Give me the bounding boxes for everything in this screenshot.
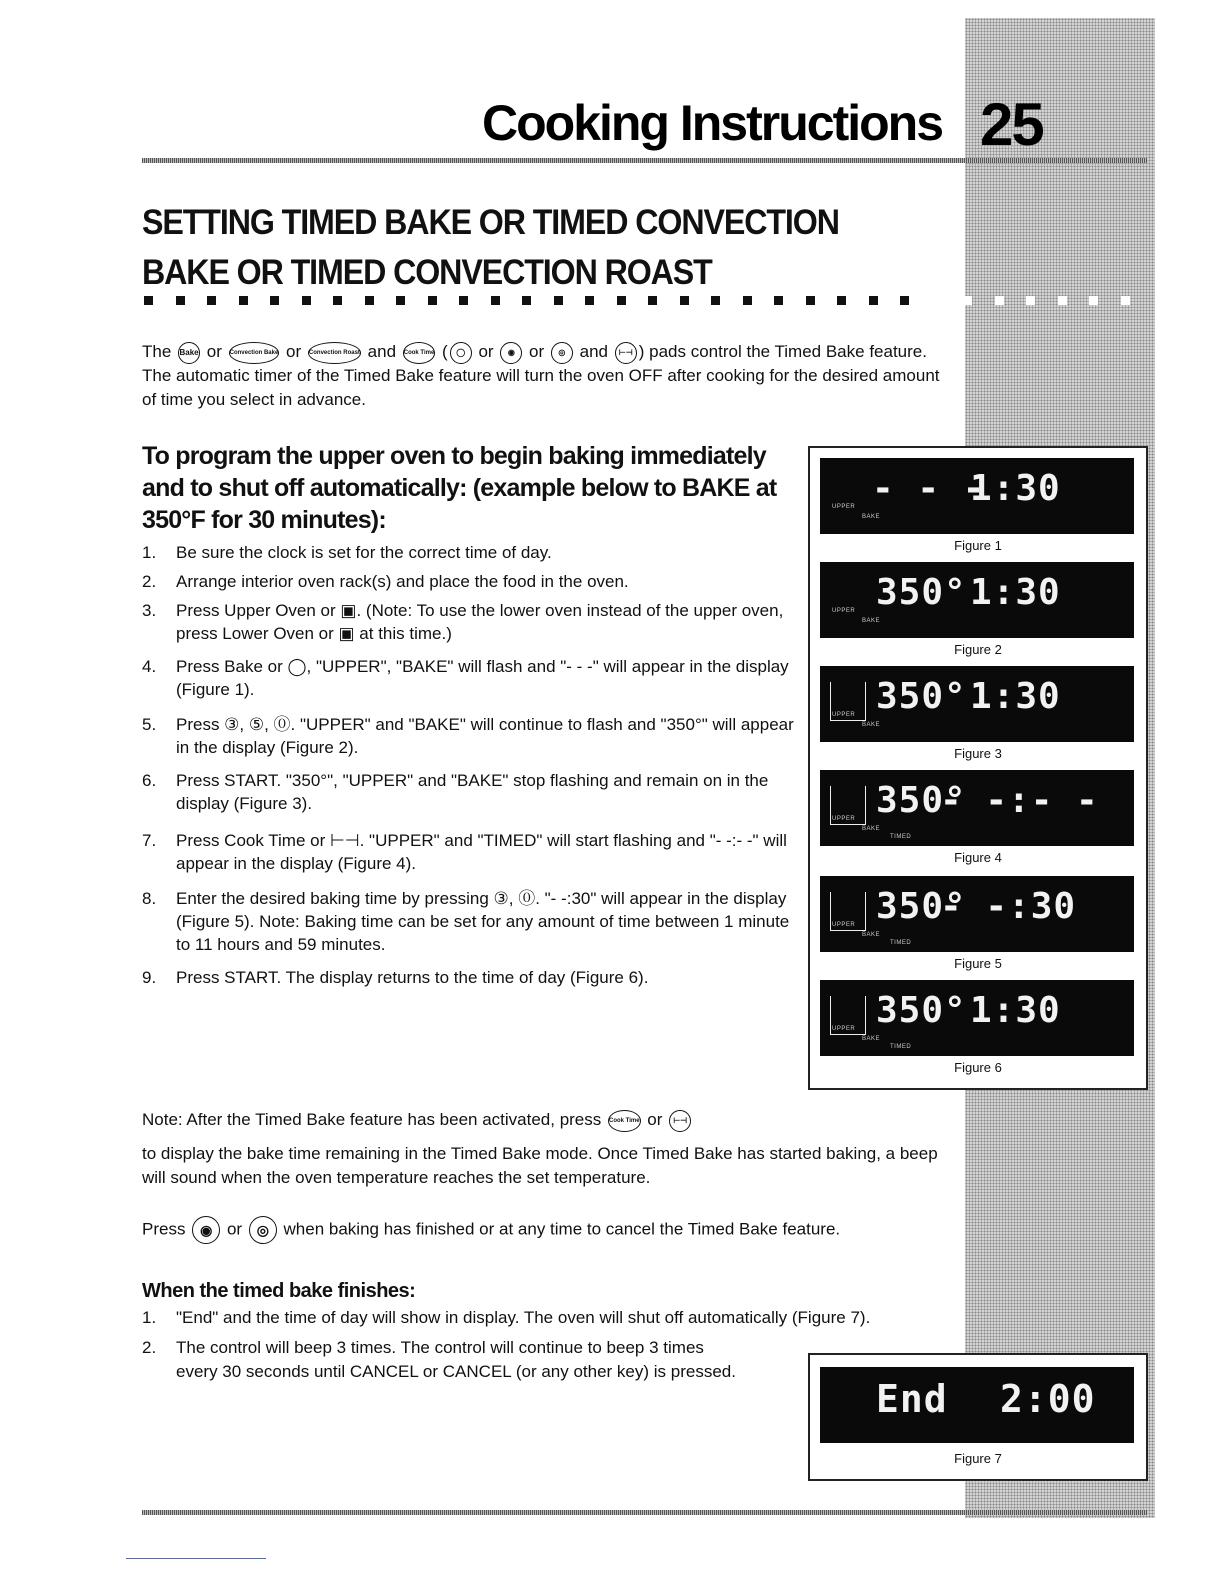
display-indicator-label: UPPER [832, 504, 856, 510]
display-temperature: 350° [876, 780, 967, 821]
step-number: 1. [142, 1308, 157, 1327]
display-temperature: 350° [876, 886, 967, 927]
figure-7-display [820, 1367, 1134, 1443]
display-time: 1:30 [970, 468, 1061, 509]
step-number: 9. [142, 968, 157, 987]
figure-caption: Figure 6 [954, 1060, 1002, 1075]
display-indicator-label: TIMED [890, 940, 912, 946]
convection-roast-pad-icon: Convection Roast [308, 342, 361, 364]
display-indicator-label: UPPER [832, 712, 856, 718]
figures-panel [808, 446, 1148, 1090]
display-temperature: 350° [876, 990, 967, 1031]
convection-roast-symbol-pad-icon: ◎ [551, 342, 573, 364]
display-indicator-label: TIMED [890, 1044, 912, 1050]
display-indicator-label: UPPER [832, 816, 856, 822]
procedure-step [142, 541, 802, 564]
page-number: 25 [980, 91, 1043, 158]
display-time: 2:00 [1000, 1377, 1096, 1421]
display-indicator-label: UPPER [832, 1026, 856, 1032]
procedure-step [142, 769, 802, 815]
cook-time-pad-icon: Cook Time [608, 1110, 641, 1132]
step-text: Press Cook Time or ⊢⊣. "UPPER" and "TIMED" will start flashing and "- -:- -" will appear in the display (Figure 4). [176, 831, 787, 873]
step-text: Press ③, ⑤, ⓪. "UPPER" and "BAKE" will continue to flash and "350°" will appear in the display (Figure 2). [176, 715, 794, 757]
step-text: Press START. "350°", "UPPER" and "BAKE" stop flashing and remain on in the display (Figure 3). [176, 771, 769, 813]
convection-bake-symbol-pad-icon: ◉ [500, 342, 522, 364]
figure-5-display [820, 876, 1134, 952]
figure-7-caption: Figure 7 [954, 1451, 1002, 1466]
display-time: - -:- - [940, 780, 1099, 821]
display-time: 1:30 [970, 676, 1061, 717]
figure-3-display [820, 666, 1134, 742]
figure-2-display [820, 562, 1134, 638]
display-time: - -:30 [940, 886, 1077, 927]
cook-time-pad-icon: Cook Time [403, 342, 436, 364]
step-text: Enter the desired baking time by pressing ③, ⓪. "- -:30" will appear in the display (Figure 5). Note: Baking time can be set for any amount of time between 1 minute to 11 hours and 59 minutes. [176, 889, 790, 954]
display-indicator-label: BAKE [862, 618, 881, 624]
convection-bake-pad-icon: Convection Bake [229, 342, 280, 364]
step-number: 2. [142, 1338, 157, 1357]
intro-paragraph: The Bake or Convection Bake or Convection Roast and Cook Time ( ◯ or ◉ or ◎ and ⊢⊣ ) pads control the Timed Bake feature. The automatic timer of the Timed Bake feature will turn the oven OFF after cooking for the desired amount of time you select in advance. [142, 342, 940, 409]
step-number: 2. [142, 572, 157, 591]
figure-6-display [820, 980, 1134, 1056]
step-number: 3. [142, 601, 157, 620]
cook-time-symbol-pad-icon: ⊢⊣ [669, 1110, 691, 1132]
display-temperature: - - - [872, 468, 986, 509]
display-indicator-label: UPPER [832, 922, 856, 928]
procedure-steps [142, 541, 802, 1005]
figure-caption: Figure 5 [954, 956, 1002, 971]
step-text: Be sure the clock is set for the correct time of day. [176, 543, 552, 562]
procedure-step [142, 966, 802, 989]
section-heading: SETTING TIMED BAKE OR TIMED CONVECTION BAKE OR TIMED CONVECTION ROAST [142, 203, 839, 292]
cancel-upper-pad-icon: ◉ [192, 1216, 220, 1244]
footer-rule [142, 1510, 1147, 1515]
bake-symbol-pad-icon: ◯ [450, 342, 472, 364]
finish-subheading: When the timed bake finishes: [142, 1280, 416, 1302]
display-indicator-label: BAKE [862, 826, 881, 832]
display-temperature: 350° [876, 676, 967, 717]
procedure-step [142, 713, 802, 759]
finish-steps [142, 1306, 922, 1390]
procedure-step [142, 887, 802, 956]
display-indicator-label: UPPER [832, 608, 856, 614]
display-time: 1:30 [970, 990, 1061, 1031]
procedure-step [142, 829, 802, 875]
step-text: The control will beep 3 times. The control will continue to beep 3 times every 30 seconds until CANCEL or CANCEL (or any other key) is pressed. [176, 1338, 736, 1381]
step-number: 1. [142, 543, 157, 562]
display-indicator-label: BAKE [862, 932, 881, 938]
figure-caption: Figure 2 [954, 642, 1002, 657]
figure-caption: Figure 3 [954, 746, 1002, 761]
step-number: 6. [142, 771, 157, 790]
procedure-step [142, 570, 802, 593]
display-indicator-label: BAKE [862, 1036, 881, 1042]
step-text: Press Upper Oven or ▣. (Note: To use the lower oven instead of the upper oven, press Lower Oven or ▣ at this time.) [176, 601, 784, 643]
step-number: 7. [142, 831, 157, 850]
step-text: Press START. The display returns to the time of day (Figure 6). [176, 968, 649, 987]
procedure-subheading: To program the upper oven to begin baking immediately and to shut off automatically: (example below to BAKE at 350°F for 30 minutes): [142, 442, 777, 534]
footer-line [126, 1558, 266, 1559]
display-indicator-label: BAKE [862, 722, 881, 728]
step-text: Press Bake or ◯, "UPPER", "BAKE" will flash and "- - -" will appear in the display (Figure 1). [176, 657, 789, 699]
header-rule [142, 158, 1147, 163]
step-number: 4. [142, 657, 157, 676]
procedure-step [142, 599, 802, 645]
step-number: 5. [142, 715, 157, 734]
procedure-step [142, 655, 802, 701]
figure-caption: Figure 4 [954, 850, 1002, 865]
note-paragraph: Note: After the Timed Bake feature has been activated, press Cook Time or ⊢⊣ to display the bake time remaining in the Timed Bake mode. Once Timed Bake has started baking, a beep will sound when the oven temperature reaches the set temperature. [142, 1110, 938, 1187]
figure-7-panel [808, 1353, 1148, 1481]
bake-pad-icon: Bake [178, 342, 200, 364]
cancel-paragraph: Press ◉ or ◎ when baking has finished or at any time to cancel the Timed Bake feature. [142, 1216, 942, 1244]
display-time: 1:30 [970, 572, 1061, 613]
step-text: "End" and the time of day will show in display. The oven will shut off automatically (Figure 7). [176, 1308, 871, 1327]
figure-1-display [820, 458, 1134, 534]
page-header [0, 88, 1224, 158]
divider-squares [144, 296, 1154, 308]
page-title: Cooking Instructions [482, 95, 942, 151]
display-temperature: 350° [876, 572, 967, 613]
display-indicator-label: TIMED [890, 834, 912, 840]
display-indicator-label: BAKE [862, 514, 881, 520]
figure-4-display [820, 770, 1134, 846]
step-text: Arrange interior oven rack(s) and place the food in the oven. [176, 572, 629, 591]
display-end-text: End [876, 1377, 948, 1421]
cancel-lower-pad-icon: ◎ [249, 1216, 277, 1244]
step-number: 8. [142, 889, 157, 908]
cook-time-symbol-pad-icon: ⊢⊣ [615, 342, 637, 364]
figure-caption: Figure 1 [954, 538, 1002, 553]
finish-step [142, 1306, 902, 1330]
finish-step [142, 1336, 742, 1384]
